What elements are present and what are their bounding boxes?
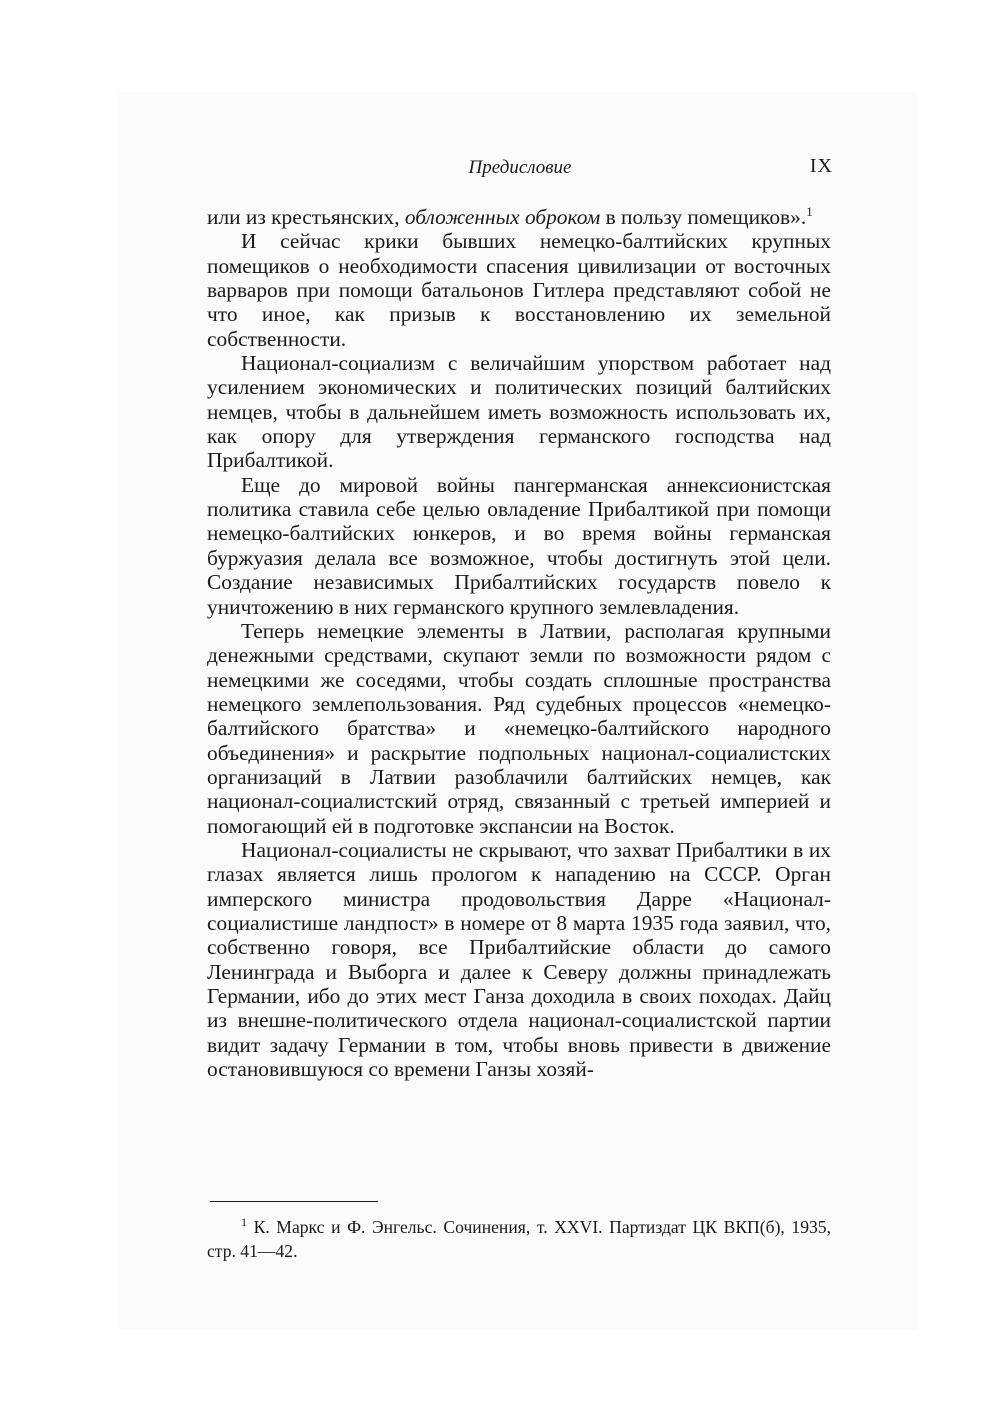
paragraph-6: Национал-социалисты не скрывают, что захват Прибалтики в их глазах является лишь прологом к нападению на СССР. Орган имперского министра продовольствия Дарре «Национал-социалистише ландпост» в номере от 8 марта 1935 года заявил, что, собственно говоря, все Прибалтийские области до самого Ленинграда и Выборга и далее к Северу должны принадлежать Германии, ибо до этих мест Ганза доходила в своих походах. Дайц из внешне-политического отдела национал-социалистской партии видит задачу Германии в том, чтобы вновь привести в движение остановившуюся со времени Ганзы хозяй-	[207, 837, 831, 1082]
paragraph-5: Теперь немецкие элементы в Латвии, располагая крупными денежными средствами, скупают земли по возможности рядом с немецкими же соседями, чтобы создать сплошные пространства немецкого землепользования. Ряд судебных процессов «немецко-балтийского братства» и «немецко-балтийского народного объединения» и раскрытие подпольных национал-социалистских организаций в Латвии разоблачили балтийских немцев, как национал-социалистский отряд, связанный с третьей империей и помогающий ей в подготовке экспансии на Восток.	[207, 618, 831, 838]
paragraph-4: Еще до мировой войны пангерманская аннексионистская политика ставила себе целью овладение Прибалтикой при помощи немецко-балтийских юнкеров, и во время войны германская буржуазия делала все возможное, чтобы достигнуть этой цели. Создание независимых Прибалтийских государств повело к уничтожению в них германского крупного землевладения.	[207, 472, 831, 619]
paragraph-3: Национал-социализм с величайшим упорством работает над усилением экономических и политических позиций балтийских немцев, чтобы в дальнейшем иметь возможность использовать их, как опору для утверждения германского господства над Прибалтикой.	[207, 351, 831, 473]
footnote-line	[207, 1215, 831, 1263]
running-title: Предисловие	[468, 157, 572, 178]
page-header	[207, 153, 833, 183]
footnote-marker: 1	[241, 1215, 247, 1230]
page-number: IX	[809, 155, 833, 177]
footnote-text: К. Маркс и Ф. Энгельс. Сочинения, т. XXVI. Партиздат ЦК ВКП(б), 1935, стр. 41—42.	[207, 1217, 831, 1261]
paragraph-1-tail: в пользу помещиков».	[600, 205, 807, 229]
footnote	[207, 1215, 831, 1263]
paragraph-2: И сейчас крики бывших немецко-балтийских крупных помещиков о необходимости спасения цивилизации от восточных варваров при помощи батальонов Гитлера представляют собой не что иное, как призыв к восстановлению их земельной собственности.	[207, 229, 831, 351]
body-text	[207, 205, 831, 1081]
emphasis-text: обложенных оброком	[404, 205, 601, 229]
paragraph-1	[207, 205, 831, 229]
paragraph-1-text: или из крестьянских,	[207, 205, 405, 229]
footnote-reference: 1	[806, 203, 813, 219]
footnote-divider	[210, 1201, 378, 1202]
